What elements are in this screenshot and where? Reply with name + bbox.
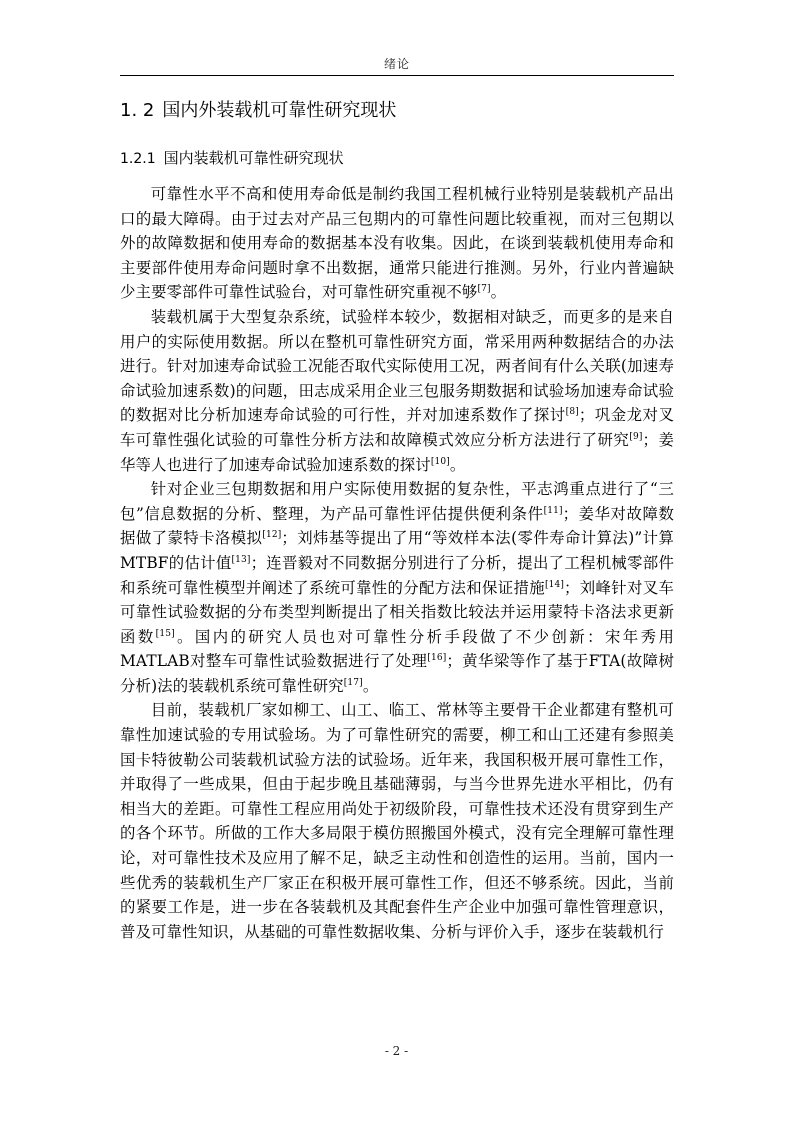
subsection-number: 1.2.1 — [120, 151, 156, 167]
paragraph-text: 可靠性水平不高和使用寿命低是制约我国工程机械行业特别是装载机产品出口的最大障碍。由于过去对产品三包期内的可靠性问题比较重视，而对三包期以外的故障数据和使用寿命的数据基本没有收集。因此，在谈到装载机使用寿命和主要部件使用寿命问题时拿不出数据，通常只能进行推测。另外，行业内普遍缺少主要零部件可靠性试验台，对可靠性研究重视不够 — [120, 185, 674, 302]
paragraph-text: ；姜华对故障数据做了蒙特卡洛模拟 — [120, 504, 674, 548]
section-heading — [120, 98, 396, 124]
citation-ref: [17] — [343, 677, 363, 688]
body-paragraph — [120, 477, 674, 698]
running-header: 绪论 — [383, 57, 410, 71]
paragraph-text: 装载机属于大型复杂系统，试验样本较少，数据相对缺乏，而更多的是来自用户的实际使用数据。所以在整机可靠性研究方面，常采用两种数据结合的办法进行。针对加速寿命试验工况能否取代实际使用工况，两者间有什么关联(加速寿命试验加速系数)的问题，田志成采用企业三包服务期数据和试验场加速寿命试验的数据对比分析加速寿命试验的可行性，并对加速系数作了探讨 — [120, 307, 674, 425]
paragraph-text: ；黄华梁等作了基于FTA(故障树分析)法的装载机系统可靠性研究 — [120, 652, 674, 695]
citation-ref: [10] — [430, 456, 450, 467]
body-paragraph — [120, 182, 674, 305]
citation-ref: [9] — [629, 431, 643, 442]
subsection-heading — [120, 147, 344, 170]
paragraph-text: ；巩金龙对叉车可靠性强化试验的可靠性分析方法和故障模式效应分析方法进行了研究 — [120, 406, 674, 449]
page-number: - 2 - — [384, 1044, 409, 1058]
paragraph-text: ；连晋毅对不同数据分别进行了分析，提出了工程机械零部件和系统可靠性模型并阐述了系统可靠性的分配方法和保证措施 — [120, 553, 674, 597]
paragraph-text: 。 — [449, 455, 466, 474]
citation-ref: [14] — [544, 579, 565, 590]
body-paragraph — [120, 305, 674, 477]
subsection-title: 国内装载机可靠性研究现状 — [163, 149, 344, 167]
body-paragraph — [120, 698, 674, 944]
section-number: 1. 2 — [120, 100, 155, 121]
paragraph-text: 针对企业三包期数据和用户实际使用数据的复杂性，平志鸿重点进行了“三包”信息数据的分析、整理，为产品可靠性评估提供便利条件 — [120, 480, 674, 523]
paragraph-text: 目前，装载机厂家如柳工、山工、临工、常林等主要骨干企业都建有整机可靠性加速试验的专用试验场。为了可靠性研究的需要，柳工和山工还建有参照美国卡特彼勒公司装载机试验方法的试验场。近年来，我国积极开展可靠性工作，并取得了一些成果，但由于起步晚且基础薄弱，与当今世界先进水平相比，仍有相当大的差距。可靠性工程应用尚处于初级阶段，可靠性技术还没有贯穿到生产的各个环节。所做的工作大多局限于模仿照搬国外模式，没有完全理解可靠性理论，对可靠性技术及应用了解不足，缺乏主动性和创造性的运用。当前，国内一些优秀的装载机生产厂家正在积极开展可靠性工作，但还不够系统。因此，当前的紧要工作是，进一步在各装载机及其配套件生产企业中加强可靠性管理意识，普及可靠性知识，从基础的可靠性数据收集、分析与评价入手，逐步在装载机行 — [120, 701, 674, 941]
paragraph-text: 。 — [490, 283, 507, 302]
citation-ref: [8] — [565, 407, 579, 418]
paragraph-text: ；姜华等人也进行了加速寿命试验加速系数的探讨 — [120, 430, 674, 474]
paragraph-text: ；刘炜基等提出了用“等效样本法(零件寿命计算法)”计算MTBF的估计值 — [120, 529, 674, 572]
paragraph-text: 。 — [362, 676, 379, 695]
citation-ref: [16] — [427, 653, 447, 664]
citation-ref: [15] — [155, 628, 175, 639]
citation-ref: [13] — [231, 554, 251, 565]
header-rule — [120, 75, 674, 76]
citation-ref: [11] — [543, 505, 563, 516]
body-text — [120, 182, 674, 944]
section-title: 国内外装载机可靠性研究现状 — [162, 100, 397, 121]
paragraph-text: ；刘峰针对叉车可靠性试验数据的分布类型判断提出了相关指数比较法并运用蒙特卡洛法求更新函数 — [120, 578, 674, 646]
paragraph-text: 。国内的研究人员也对可靠性分析手段做了不少创新：宋年秀用MATLAB对整车可靠性试验数据进行了处理 — [120, 627, 674, 671]
citation-ref: [12] — [262, 530, 282, 541]
citation-ref: [7] — [477, 284, 491, 295]
